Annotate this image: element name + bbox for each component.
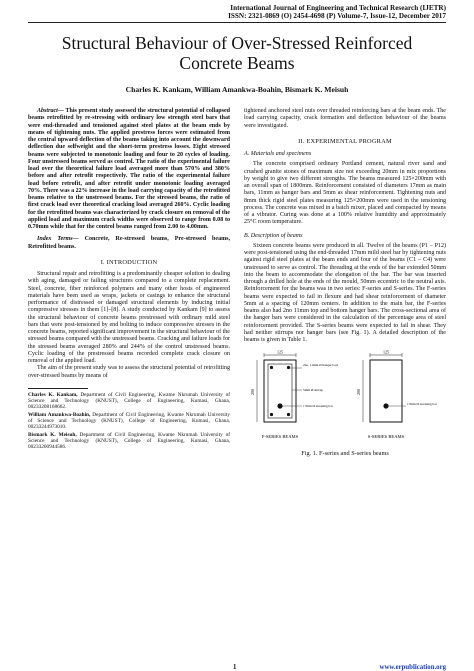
intro-paragraph-1: Structural repair and retrofitting is a predominantly cheaper solution to dealing with aging, damaged or failing structures compared to a complete replacement. Steel, concrete, fiber reinforced polymers and many other hosts of engineered materials have been used as wraps, jackets or casings to enhance the structural performance of distressed or damaged structural elements by inducing initial compressive stresses in them [1]–[8]. A study conducted by Kankam [9] to assess the structural behaviour of concrete beams prestressed with ordinary mild steel bars that were post-tensioned by end bolting to induce compressive stresses in the concrete beams, reported significant improvement in the structural behaviour of the stressed beams compared with the unstressed beams. Cracking and failure loads for the stressed beams averaged 280% and 244% of the control unstressed beams. Cyclic loading of the prestressed beams recorded complete crack closure on removal of the applied load. [28, 271, 230, 364]
index-terms-lead: Index Terms— [37, 236, 79, 243]
journal-name: International Journal of Engineering and Technical Research (IJETR) [230, 4, 446, 12]
f-beam-outline [264, 360, 296, 422]
s-series-label: S-SERIES BEAMS [367, 434, 405, 440]
abstract-text: This present study assessed the structural potential of collapsed beams retrofitted by re-stressing with ordinary low strength steel bars that were end-threaded and tensioned against steel plates at the beam ends by means of tightening nuts. The applied prestress forces were estimated from the central upward deflection of the beams taking into account the downward deflection due selfweight and the short-term prestress losses. Eight stressed beams were subjected to monotonic loading and four to 20 cycles of loading. Four unstressed beams served as control. The ratio of the experimental failure load over the theoretical failure load averaged more than 570% and 380% before and after retrofit respectively. The ratio of the experimental failure load before retrofit, and after retrofit under monotonic loading averaged 70%. There was a 22% increase in the load carrying capacity of the retrofitted beams relative to the unstressed beams. For the stressed beams, the ratio of first crack load over theoretical cracking load averaged 260%. Cyclic loading for the retrofitted beams was characterized by crack closure on removal of the applied load and maximum crack widths were observed to range from 0.08 to 0.70mm while that for the control beams ranged from 2.00 to 4.00mm. [28, 108, 230, 230]
stirrup-outline [268, 364, 292, 418]
materials-paragraph: The concrete comprised ordinary Portland cement, natural river sand and crushed granite stones of maximum size not exceeding 20mm in mix proportions by weight to give two different strengths. The beams measured 125×200mm with an overall span of 1800mm. Reinforcement consisted of diameters 17mm as main bars, 11mm as hanger bars and 5mm as shear reinforcement. Tightening nuts and 8mm thick rigid steel plates measuring 125×200mm were used in the tensioning process. The concrete was mixed in a batch mixer, placed and compacted by means of a vibrator. Curing was done at a 100% relative humidity and approximately 25°C room temperature. [244, 161, 446, 226]
f-series-label: F-SERIES BEAMS [261, 434, 299, 440]
intro-paragraph-2: The aim of the present study was to assess the structural potential of retrofitting over-stressed beams by means of [28, 365, 230, 379]
f-width-dimension: 125 [277, 350, 283, 355]
footnote-name: William Amankwa-Boahin, [28, 411, 91, 418]
author-list: Charles K. Kankam, William Amankwa-Boahin, Bismark K. Meisuh [125, 84, 349, 94]
publisher-link[interactable]: www.erpublication.org [379, 664, 446, 671]
journal-header [28, 4, 446, 21]
footnote-rule [28, 388, 88, 389]
footnote-name: Charles K. Kankam, [28, 391, 78, 398]
f-hanger-label: 2no. 11mm Ø hanger bars [303, 363, 339, 368]
abstract-lead: Abstract— [37, 108, 64, 114]
two-column-body [28, 108, 446, 458]
footnote [28, 432, 230, 451]
footnote [28, 412, 230, 431]
section-heading-experimental-program: II. EXPERIMENTAL PROGRAM [298, 137, 392, 145]
left-column [28, 108, 230, 458]
s-series-section [356, 350, 438, 439]
f-height-dimension: 200 [250, 389, 255, 396]
beam-sections-diagram [244, 350, 446, 446]
paper-title: Structural Behaviour of Over-Stressed Reinforced Concrete Beams [61, 32, 413, 73]
footnote-text: Department of Civil Engineering, Kwame Nkrumah University of Science and Technology (KNUST), College of Engineering, Kumasi, Ghana, 00233208168662. [28, 391, 230, 411]
index-terms [28, 236, 230, 251]
abstract [28, 108, 230, 231]
figure-1 [244, 350, 446, 457]
header-rule [28, 22, 446, 23]
s-beam-outline [370, 360, 402, 422]
footnote-text: Department of Civil Engineering, Kwame Nkrumah University of Science and Technology (KNUST), College of Engineering, Kumasi, Ghana, 00233200944586. [28, 431, 230, 451]
f-stirrup-label: 5mm Ø stirrup [303, 388, 323, 393]
subsection-heading-beams: B. Description of beams [244, 232, 303, 239]
s-height-dimension: 200 [356, 389, 361, 396]
continued-paragraph: tightened anchored steel nuts over threaded reinforcing bars at the beam ends. The load carrying capacity, crack formation and deflection behaviour of the beams were investigated. [244, 108, 446, 129]
f-main-bar-label: 17mm Ø stressing bar [303, 404, 333, 409]
s-stressing-bar [383, 404, 388, 409]
footnote [28, 392, 230, 411]
right-column [244, 108, 446, 458]
f-stressing-bar [277, 404, 282, 409]
page-number: 1 [233, 664, 237, 671]
figure-caption: Fig. 1. F-series and S-series beams [301, 450, 389, 458]
section-heading-introduction: I. INTRODUCTION [100, 258, 158, 266]
s-main-bar-label: 17mm Ø stressing bar [407, 402, 437, 407]
beams-paragraph: Sixteen concrete beams were produced in all. Twelve of the beams (P1 – P12) were post-tensioned using the end-threaded 17mm mild steel bar by tightening nuts against rigid steel plates at the beam ends and four of the beams (C1 – C4) were unstressed to serve as control. The threading at the ends of the bar extended 50mm into the beam to accommodate the elongation of the bar. The bar was inserted through a drilled hole at the ends of the mould, 50mm eccentric to the neutral axis. Reinforcement for the beams was in two series: F-series and S-series. The F-series beams were expected to fail in flexure and had shear reinforcement of diameter 5mm at a spacing of 120mm centers. In addition to the main bar, the F-series beams also had 2no 11mm top and bottom hanger bars. The cross-sectional area of the hanger bars were considered in the calculation of the percentage area of steel reinforcement provided. The S-series beams were expected to fail in shear. They had neither stirrups nor hanger bars (see Fig. 1). A detailed description of the beams is given in Table 1. [244, 242, 446, 343]
author-footnotes [28, 392, 230, 451]
s-width-dimension: 125 [383, 350, 389, 355]
footnote-text: Department of Civil Engineering, Kwame Nkrumah University of Science and Technology (KNUST), College of Engineering, Kumasi, Ghana, 00233244973010. [28, 411, 230, 431]
footnote-name: Bismark K. Meisuh, [28, 431, 77, 438]
index-terms-text: Concrete, Re-stressed beams, Pre-stressed beams, Retrofitted beams. [28, 236, 230, 250]
journal-issn: ISSN: 2321-0869 (O) 2454-4698 (P) Volume-7, Issue-12, December 2017 [228, 12, 446, 21]
subsection-heading-materials: A. Materials and specimens [244, 151, 312, 157]
f-series-section [250, 350, 339, 439]
